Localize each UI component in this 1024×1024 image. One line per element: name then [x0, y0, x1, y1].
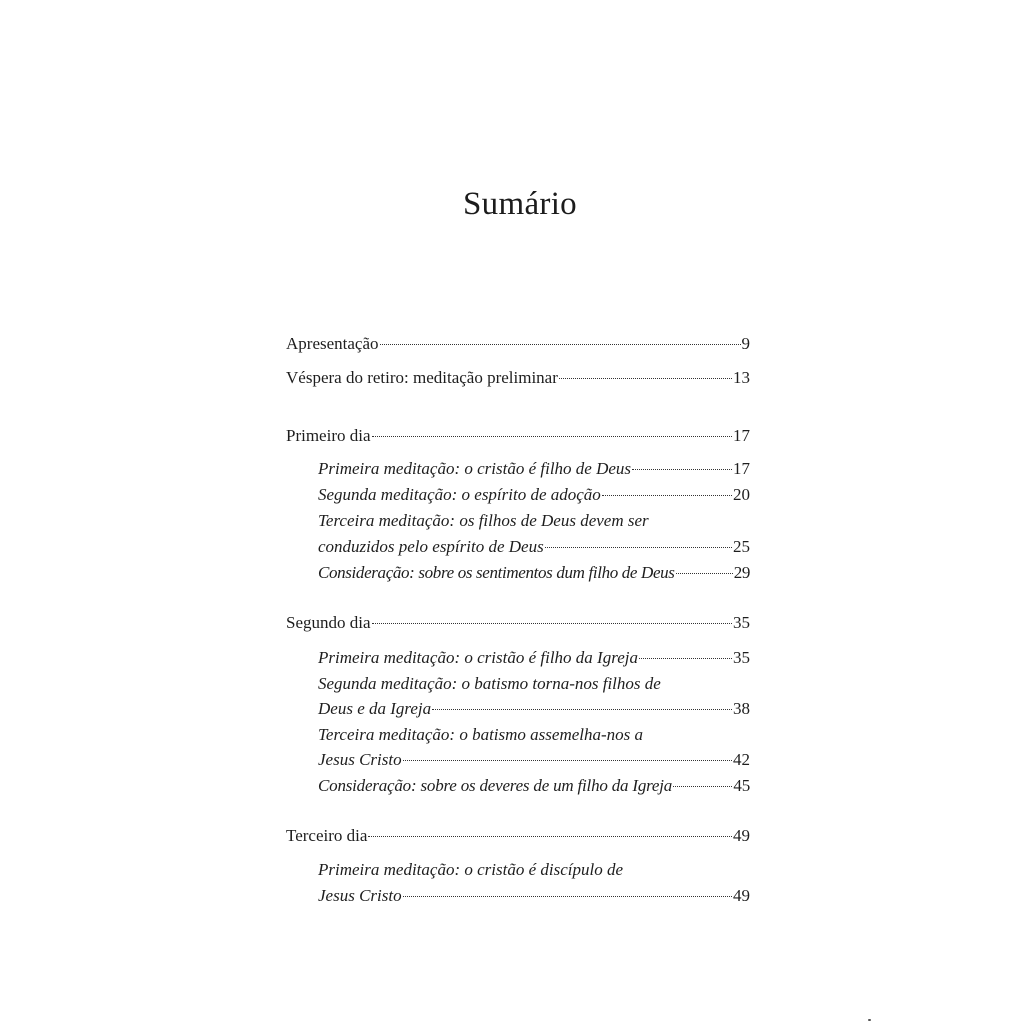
toc-entry-page: 9: [741, 334, 750, 353]
toc-subentry-continuation: [318, 886, 750, 906]
toc-entry-vespera: [286, 368, 750, 388]
toc-subentry: [318, 563, 750, 583]
dot-leader: [380, 344, 741, 345]
toc-entry-title: Segunda meditação: o espírito de adoção: [318, 485, 601, 504]
toc-subentry: [318, 511, 750, 531]
toc-entry-page: 17: [733, 459, 750, 478]
toc-entry-title: Consideração: sobre os sentimentos dum filho de Deus: [318, 563, 675, 582]
toc-entry-page: 29: [733, 563, 750, 582]
toc-entry-title: Primeiro dia: [286, 426, 371, 445]
toc-entry-title: Consideração: sobre os deveres de um filho da Igreja: [318, 776, 673, 795]
dot-leader: [632, 469, 732, 470]
dot-leader: [639, 658, 732, 659]
toc-entry-page: 35: [733, 613, 750, 632]
toc-subentry: [318, 776, 750, 796]
toc-subentry-continuation: [318, 750, 750, 770]
toc-entry-segundo-dia: [286, 613, 750, 633]
dot-leader: [602, 495, 732, 496]
toc-entry-title: Terceira meditação: o batismo assemelha-nos a: [318, 725, 644, 744]
toc-entry-title-continued: Jesus Cristo: [318, 750, 402, 769]
toc-subentry: [318, 485, 750, 505]
toc-entry-terceiro-dia: [286, 826, 750, 846]
toc-entry-apresentacao: [286, 334, 750, 354]
dot-leader: [372, 623, 732, 624]
toc-subentry: [318, 459, 750, 479]
toc-entry-page: 35: [733, 648, 750, 667]
toc-entry-title: Primeira meditação: o cristão é discípulo de: [318, 860, 624, 879]
toc-entry-title-continued: Jesus Cristo: [318, 886, 402, 905]
dot-leader: [559, 378, 732, 379]
toc-entry-page: 49: [733, 886, 750, 905]
toc-subentry-continuation: [318, 699, 750, 719]
scan-speck: [868, 1019, 871, 1021]
toc-entry-title: Segundo dia: [286, 613, 371, 632]
toc-entry-title: Primeira meditação: o cristão é filho de Deus: [318, 459, 632, 478]
dot-leader: [403, 760, 732, 761]
dot-leader: [432, 709, 732, 710]
toc-subentry: [318, 860, 750, 880]
dot-leader: [673, 786, 732, 787]
dot-leader: [676, 573, 733, 574]
toc-entry-title: Primeira meditação: o cristão é filho da Igreja: [318, 648, 638, 667]
dot-leader: [545, 547, 732, 548]
dot-leader: [403, 896, 732, 897]
toc-entry-primeiro-dia: [286, 426, 750, 446]
toc-subentry: [318, 674, 750, 694]
toc-entry-title: Segunda meditação: o batismo torna-nos filhos de: [318, 674, 661, 693]
dot-leader: [372, 436, 732, 437]
dot-leader: [368, 836, 732, 837]
toc-entry-title-continued: Deus e da Igreja: [318, 699, 432, 718]
toc-entry-page: 49: [733, 826, 750, 845]
toc-subentry: [318, 725, 750, 745]
toc-subentry: [318, 648, 750, 668]
toc-entry-title: Véspera do retiro: meditação preliminar: [286, 368, 558, 387]
toc-entry-page: 13: [733, 368, 750, 387]
toc-entry-title-continued: conduzidos pelo espírito de Deus: [318, 537, 544, 556]
toc-subentry-continuation: [318, 537, 750, 557]
toc-entry-page: 25: [733, 537, 750, 556]
toc-entry-page: 17: [733, 426, 750, 445]
page-title: Sumário: [463, 186, 577, 222]
toc-entry-title: Apresentação: [286, 334, 379, 353]
toc-entry-page: 38: [733, 699, 750, 718]
toc-entry-page: 20: [733, 485, 750, 504]
toc-entry-page: 42: [733, 750, 750, 769]
toc-entry-page: 45: [733, 776, 750, 795]
toc-entry-title: Terceiro dia: [286, 826, 368, 845]
toc-entry-title: Terceira meditação: os filhos de Deus devem ser: [318, 511, 649, 530]
